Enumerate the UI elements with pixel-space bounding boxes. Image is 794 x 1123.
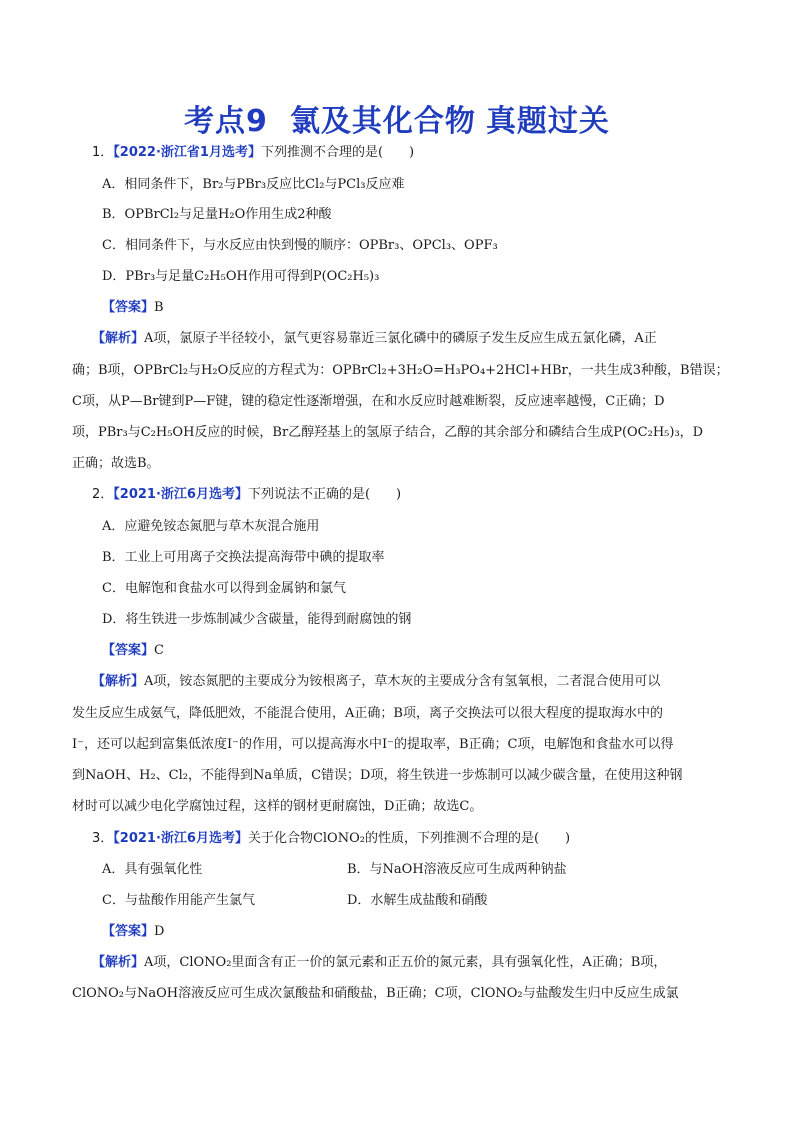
analysis-label: 【解析】 xyxy=(92,955,145,970)
question-source-tag: 【2021·浙江6月选考】 xyxy=(113,487,248,502)
analysis-line xyxy=(92,329,657,349)
analysis-text: A项，铵态氮肥的主要成分为铵根离子，草木灰的主要成分含有氢氧根，二者混合使用可以 xyxy=(144,674,661,689)
answer-value: D xyxy=(154,924,165,939)
answer-label: 【答案】 xyxy=(102,643,155,658)
page-title xyxy=(0,96,794,140)
question-stem: 下列说法不正确的是( ) xyxy=(247,487,402,502)
option-d: D．水解生成盐酸和硝酸 xyxy=(347,893,488,908)
analysis-label: 【解析】 xyxy=(92,674,145,689)
title-suffix: 真题过关 xyxy=(485,104,610,139)
option-a: A．相同条件下，Br₂与PBr₃反应比Cl₂与PCl₃反应难 xyxy=(102,177,405,192)
analysis-line xyxy=(92,672,660,692)
answer-label: 【答案】 xyxy=(102,300,155,315)
title-main: 氯及其化合物 xyxy=(289,104,476,139)
question-source-tag: 【2021·浙江6月选考】 xyxy=(113,831,248,846)
analysis-line: 材时可以减少电化学腐蚀过程，这样的钢材更耐腐蚀，D正确；故选C。 xyxy=(72,799,483,814)
option-c: C．电解饱和食盐水可以得到金属钠和氯气 xyxy=(102,581,346,596)
analysis-text: A项，ClONO₂里面含有正一价的氯元素和正五价的氮元素，具有强氧化性，A正确；B项， xyxy=(144,955,667,970)
option-b: B．OPBrCl₂与足量H₂O作用生成2种酸 xyxy=(102,207,332,222)
option-c: C．与盐酸作用能产生氯气 xyxy=(102,893,255,908)
option-a: A．具有强氧化性 xyxy=(102,862,203,877)
answer-line xyxy=(102,922,164,942)
analysis-line: 正确；故选B。 xyxy=(72,456,160,471)
option-d: D．将生铁进一步炼制减少含碳量，能得到耐腐蚀的钢 xyxy=(102,612,412,627)
answer-line xyxy=(102,298,164,318)
option-a: A．应避免铵态氮肥与草木灰混合施用 xyxy=(102,519,320,534)
question-stem: 下列推测不合理的是( ) xyxy=(260,145,415,160)
analysis-line: 项，PBr₃与C₂H₅OH反应的时候，Br乙醇羟基上的氢原子结合，乙醇的其余部分和磷结合生成P(OC₂H₅)₃，D xyxy=(72,425,704,440)
question-1-stem-line xyxy=(92,143,414,163)
question-number: 2． xyxy=(92,487,114,502)
analysis-line xyxy=(92,953,666,973)
answer-line xyxy=(102,641,164,661)
option-b: B．工业上可用离子交换法提高海带中碘的提取率 xyxy=(102,550,385,565)
analysis-label: 【解析】 xyxy=(92,331,145,346)
question-2-stem-line xyxy=(92,485,401,505)
analysis-line: 确；B项，OPBrCl₂与H₂O反应的方程式为：OPBrCl₂+3H₂O=H₃PO₄+2HCl+HBr，一共生成3种酸，B错误； xyxy=(72,363,729,378)
option-c: C．相同条件下，与水反应由快到慢的顺序：OPBr₃、OPCl₃、OPF₃ xyxy=(102,238,498,253)
analysis-text: A项，氯原子半径较小，氯气更容易靠近三氯化磷中的磷原子发生反应生成五氯化磷，A正 xyxy=(144,331,657,346)
question-3-stem-line xyxy=(92,829,570,849)
analysis-line: I⁻，还可以起到富集低浓度I⁻的作用，可以提高海水中I⁻的提取率，B正确；C项，电解饱和食盐水可以得 xyxy=(72,737,674,752)
question-stem: 关于化合物ClONO₂的性质，下列推测不合理的是( ) xyxy=(247,831,571,846)
answer-label: 【答案】 xyxy=(102,924,155,939)
analysis-line: 到NaOH、H₂、Cl₂，不能得到Na单质，C错误；D项，将生铁进一步炼制可以减少碳含量，在使用这种钢 xyxy=(72,768,683,783)
question-number: 1． xyxy=(92,145,114,160)
analysis-line: ClONO₂与NaOH溶液反应可生成次氯酸盐和硝酸盐，B正确；C项，ClONO₂与盐酸发生归中反应生成氯 xyxy=(72,986,679,1001)
title-prefix: 考点9 xyxy=(184,104,268,139)
answer-value: B xyxy=(154,300,164,315)
analysis-line: 发生反应生成氨气，降低肥效，不能混合使用，A正确；B项，离子交换法可以很大程度的提取海水中的 xyxy=(72,706,663,721)
answer-value: C xyxy=(154,643,164,658)
question-source-tag: 【2022·浙江省1月选考】 xyxy=(113,145,261,160)
option-d: D．PBr₃与足量C₂H₅OH作用可得到P(OC₂H₅)₃ xyxy=(102,269,380,284)
option-b: B．与NaOH溶液反应可生成两种钠盐 xyxy=(347,862,567,877)
question-number: 3． xyxy=(92,831,114,846)
analysis-line: C项，从P—Br键到P—F键，键的稳定性逐渐增强，在和水反应时越难断裂，反应速率越慢，C正确；D xyxy=(72,394,665,409)
